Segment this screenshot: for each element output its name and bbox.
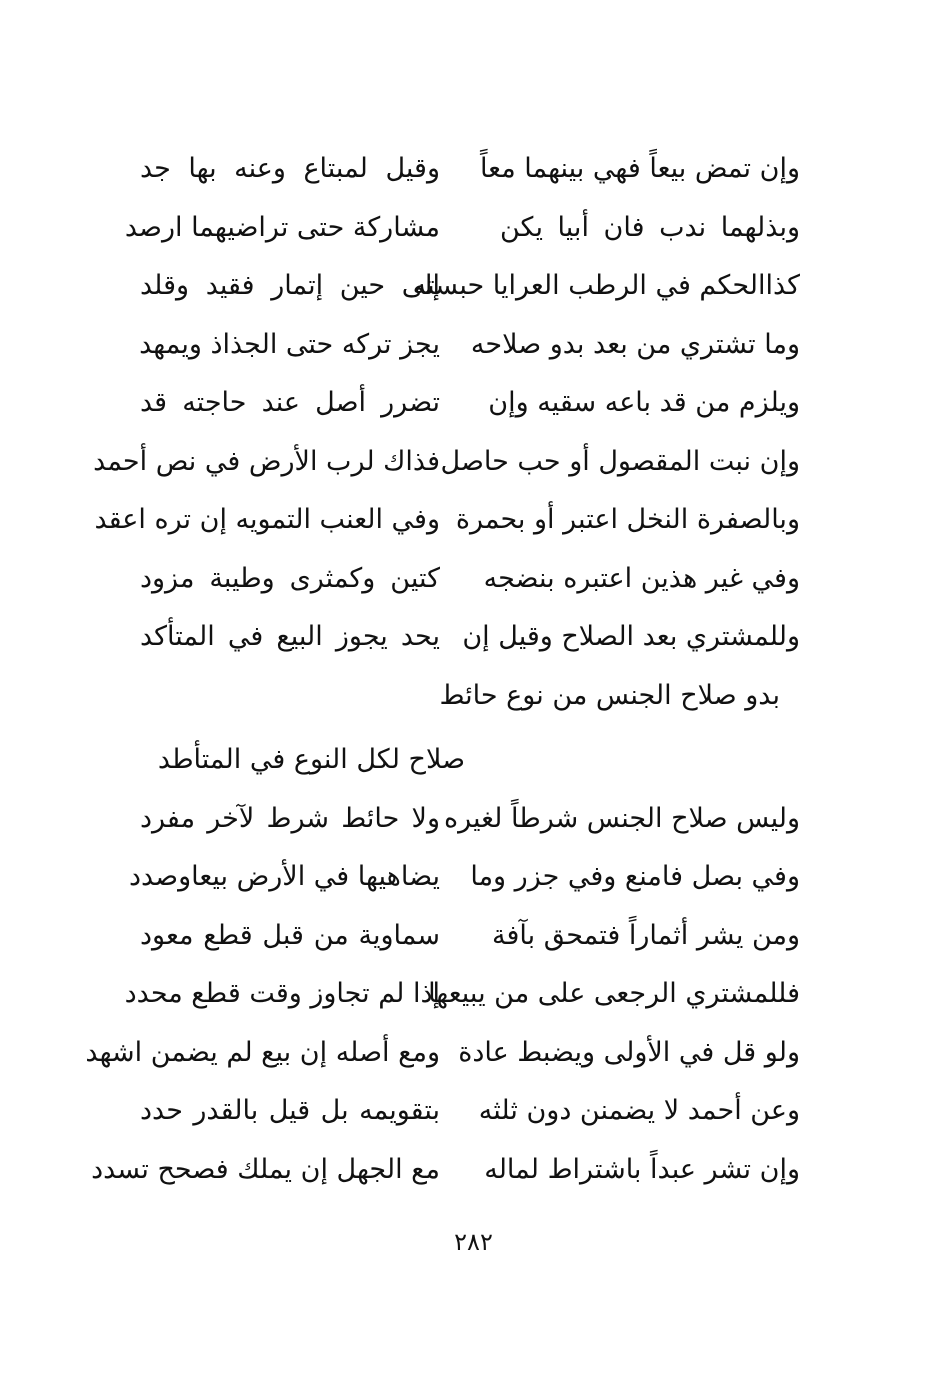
verse-line (140, 374, 800, 433)
verse-first-hemistich: ولو قل في الأولى ويضبط عادة (458, 1036, 800, 1068)
verse-first-hemistich: وإن نبت المقصول أو حب حاصل (440, 445, 800, 477)
verse-first-hemistich: وإن تمض بيعاً فهي بينهما معاً (479, 153, 800, 185)
verse-line (124, 199, 800, 258)
verse-second-hemistich: سماوية من قبل قطع معود (140, 919, 440, 951)
verse-second-hemistich: بتقويمه بل قيل بالقدر حدد (140, 1095, 440, 1127)
verse-line (140, 316, 800, 375)
verse-line (91, 1141, 800, 1200)
verse-second-hemistich: وقيل لمبتاع وعنه بها جد (140, 153, 440, 185)
verse-first-hemistich: وللمشتري بعد الصلاح وقيل إن (462, 621, 800, 653)
verse-first-hemistich: وفي بصل فامنع وفي جزر وما (470, 861, 800, 893)
single-line-left: صلاح لكل النوع في المتأطد (157, 744, 465, 775)
verse-line (128, 848, 800, 907)
verse-first-hemistich: ومن يشر أثماراً فتمحق بآفة (491, 919, 800, 951)
verse-second-hemistich: يحد يجوز البيع في المتأكد (140, 621, 440, 653)
verse-first-hemistich: وبالصفرة النخل اعتبر أو بحمرة (455, 504, 800, 536)
verse-line (140, 257, 800, 316)
verse-second-hemistich: كتين وكمثرى وطيبة مزود (140, 562, 440, 594)
verse-second-hemistich: يضاهيها في الأرض بيعاوصدد (128, 861, 440, 893)
single-line-right: بدو صلاح الجنس من نوع حائط (439, 679, 780, 711)
verse-line (124, 965, 800, 1024)
verse-first-hemistich: وما تشتري من بعد بدو صلاحه (470, 328, 800, 360)
page-number: ٢٨٢ (454, 1228, 493, 1256)
verse-second-hemistich: تضرر أصل عند حاجته قد (140, 387, 440, 419)
verse-first-hemistich: ويلزم من قد باعه سقيه وإن (488, 387, 800, 419)
verse-first-hemistich: وفي غير هذين اعتبره بنضجه (483, 562, 800, 594)
verse-first-hemistich: وإن تشر عبداً باشتراط لماله (484, 1153, 800, 1185)
verse-line (140, 550, 800, 609)
verse-first-hemistich: فللمشتري الرجعى على من يبيعها (428, 978, 800, 1010)
verse-second-hemistich: إذا لم تجاوز وقت قطع محدد (124, 978, 440, 1010)
verse-line (94, 491, 800, 550)
verse-line (85, 1024, 800, 1083)
verse-second-hemistich: فذاك لرب الأرض في نص أحمد (93, 445, 440, 477)
verse-line (140, 1082, 800, 1141)
verse-first-hemistich: كذاالحكم في الرطب العرايا حبسته (412, 270, 800, 302)
verse-first-hemistich: وبذلهما ندب فان أبيا يكن (500, 211, 800, 243)
verse-line (140, 140, 800, 199)
verse-second-hemistich: إلى حين إتمار فقيد وقلد (140, 270, 440, 302)
verse-line (93, 433, 800, 492)
verse-second-hemistich: مشاركة حتى تراضيهما ارصد (124, 211, 440, 243)
verse-first-hemistich: وعن أحمد لا يضمنن دون ثلثه (478, 1095, 800, 1127)
verse-first-hemistich: وليس صلاح الجنس شرطاً لغيره (443, 802, 800, 834)
verse-line (140, 907, 800, 966)
verse-line (140, 790, 800, 849)
verse-line (140, 608, 800, 667)
poem-block (85, 140, 800, 1199)
verse-second-hemistich: مع الجهل إن يملك فصحح تسدد (91, 1153, 440, 1185)
verse-second-hemistich: ومع أصله إن بيع لم يضمن اشهد (85, 1036, 440, 1068)
verse-second-hemistich: ولا حائط شرط لآخر مفرد (140, 802, 440, 834)
verse-second-hemistich: وفي العنب التمويه إن تره اعقد (94, 504, 440, 536)
verse-second-hemistich: يجز تركه حتى الجذاذ ويمهد (139, 328, 440, 360)
